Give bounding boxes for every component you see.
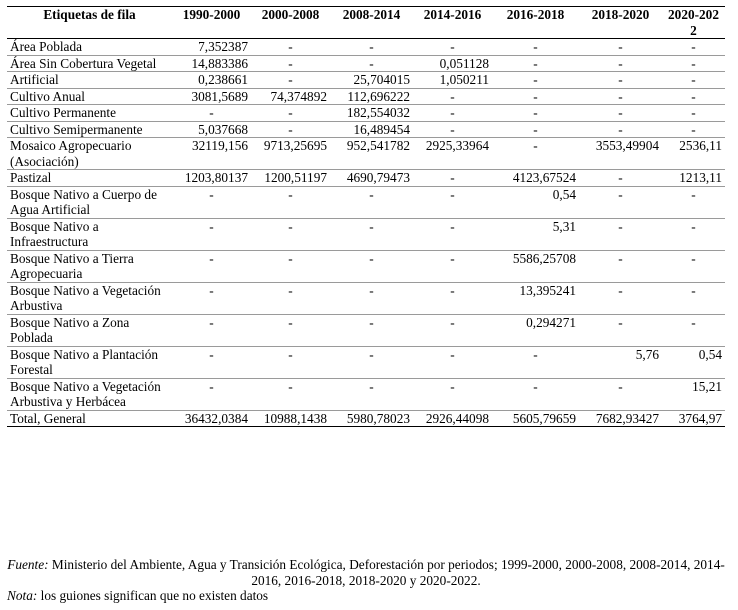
table-cell: -: [330, 218, 413, 250]
table-cell: -: [492, 378, 579, 410]
deforestation-table: [7, 6, 725, 427]
table-cell: -: [492, 121, 579, 138]
table-cell: 2536,11: [662, 138, 725, 170]
table-cell: 0,051128: [413, 55, 492, 72]
table-row: [7, 121, 725, 138]
table-cell: 36432,0384: [172, 410, 251, 427]
row-label: Cultivo Permanente: [7, 105, 172, 122]
table-cell: 5,31: [492, 218, 579, 250]
row-label: Cultivo Anual: [7, 88, 172, 105]
table-row: [7, 88, 725, 105]
table-cell: -: [330, 378, 413, 410]
table-cell: -: [251, 105, 330, 122]
table-cell: -: [251, 121, 330, 138]
table-cell: -: [251, 378, 330, 410]
row-label: Bosque Nativo a Infraestructura: [7, 218, 172, 250]
table-cell: 1203,80137: [172, 170, 251, 187]
table-cell: -: [662, 282, 725, 314]
row-label: Mosaico Agropecuario (Asociación): [7, 138, 172, 170]
table-cell: -: [413, 218, 492, 250]
row-label: Bosque Nativo a Cuerpo de Agua Artificial: [7, 186, 172, 218]
table-cell: 0,54: [492, 186, 579, 218]
table-cell: -: [662, 250, 725, 282]
table-cell: 1200,51197: [251, 170, 330, 187]
table-cell: -: [330, 39, 413, 56]
table-cell: 2925,33964: [413, 138, 492, 170]
table-cell: -: [172, 218, 251, 250]
table-row: [7, 282, 725, 314]
table-cell: -: [579, 250, 662, 282]
row-label: Cultivo Semipermanente: [7, 121, 172, 138]
table-cell: 1213,11: [662, 170, 725, 187]
total-row: [7, 410, 725, 427]
table-cell: -: [662, 88, 725, 105]
table-cell: -: [251, 55, 330, 72]
source-text: Ministerio del Ambiente, Agua y Transición Ecológica, Deforestación por periodos; 1999-2000, 2000-2008, 2008-2014, 2014-2016, 2016-2018, 2018-2020 y 2020-2022.: [48, 557, 725, 588]
table-cell: 7682,93427: [579, 410, 662, 427]
table-cell: -: [662, 186, 725, 218]
table-cell: -: [579, 282, 662, 314]
table-cell: 15,21: [662, 378, 725, 410]
table-cell: 1,050211: [413, 72, 492, 89]
table-cell: -: [251, 346, 330, 378]
table-cell: 5980,78023: [330, 410, 413, 427]
header-period: 2020-2022: [662, 7, 725, 39]
table-cell: -: [251, 314, 330, 346]
header-row: [7, 7, 725, 39]
table-cell: -: [330, 250, 413, 282]
dash-note: [7, 588, 725, 604]
table-cell: 0,54: [662, 346, 725, 378]
table-cell: -: [413, 250, 492, 282]
table-cell: -: [579, 72, 662, 89]
table-cell: 7,352387: [172, 39, 251, 56]
table-cell: -: [662, 218, 725, 250]
source-note: [7, 557, 725, 588]
table-cell: -: [413, 314, 492, 346]
row-label: Bosque Nativo a Zona Poblada: [7, 314, 172, 346]
table-cell: -: [492, 105, 579, 122]
table-cell: -: [413, 88, 492, 105]
table-cell: -: [413, 39, 492, 56]
note-label: Nota:: [7, 588, 38, 603]
row-label: Área Sin Cobertura Vegetal: [7, 55, 172, 72]
table-cell: -: [579, 218, 662, 250]
table-cell: -: [579, 105, 662, 122]
table-cell: -: [492, 55, 579, 72]
table-cell: -: [330, 314, 413, 346]
table-cell: -: [172, 282, 251, 314]
table-cell: -: [579, 170, 662, 187]
table-cell: -: [579, 378, 662, 410]
table-cell: -: [662, 39, 725, 56]
header-period: 1990-2000: [172, 7, 251, 39]
table-cell: -: [172, 314, 251, 346]
table-cell: 4123,67524: [492, 170, 579, 187]
row-label: Pastizal: [7, 170, 172, 187]
table-cell: -: [413, 105, 492, 122]
table-row: [7, 39, 725, 56]
table-cell: -: [492, 88, 579, 105]
table-cell: 182,554032: [330, 105, 413, 122]
table-cell: -: [251, 218, 330, 250]
note-text: los guiones significan que no existen datos: [37, 588, 269, 603]
table-cell: 32119,156: [172, 138, 251, 170]
table-cell: 112,696222: [330, 88, 413, 105]
table-cell: 952,541782: [330, 138, 413, 170]
table-row: [7, 250, 725, 282]
table-cell: -: [172, 378, 251, 410]
row-label: Bosque Nativo a Tierra Agropecuaria: [7, 250, 172, 282]
table-cell: -: [172, 250, 251, 282]
table-body: [7, 39, 725, 427]
table-cell: -: [413, 282, 492, 314]
row-label: Área Poblada: [7, 39, 172, 56]
table-cell: -: [492, 138, 579, 170]
table-cell: 9713,25695: [251, 138, 330, 170]
table-notes: [7, 557, 725, 604]
row-label: Bosque Nativo a Vegetación Arbustiva y Herbácea: [7, 378, 172, 410]
table-row: [7, 55, 725, 72]
table-cell: 16,489454: [330, 121, 413, 138]
header-period: 2016-2018: [492, 7, 579, 39]
header-row-labels: Etiquetas de fila: [7, 7, 172, 39]
table-cell: -: [579, 314, 662, 346]
table-cell: -: [413, 121, 492, 138]
table-row: [7, 186, 725, 218]
table-cell: -: [579, 88, 662, 105]
table-cell: 5,76: [579, 346, 662, 378]
header-period: 2008-2014: [330, 7, 413, 39]
table-cell: -: [579, 55, 662, 72]
table-cell: 5,037668: [172, 121, 251, 138]
table-row: [7, 346, 725, 378]
table-cell: 3553,49904: [579, 138, 662, 170]
header-period: 2014-2016: [413, 7, 492, 39]
row-label: Bosque Nativo a Vegetación Arbustiva: [7, 282, 172, 314]
table-cell: -: [492, 39, 579, 56]
table-cell: -: [251, 186, 330, 218]
table-cell: 25,704015: [330, 72, 413, 89]
table-cell: 4690,79473: [330, 170, 413, 187]
table-cell: -: [579, 39, 662, 56]
row-label: Artificial: [7, 72, 172, 89]
table-cell: -: [251, 72, 330, 89]
table-row: [7, 218, 725, 250]
table-cell: -: [172, 186, 251, 218]
table-row: [7, 138, 725, 170]
table-header: [7, 7, 725, 39]
header-period: 2000-2008: [251, 7, 330, 39]
table-cell: 3081,5689: [172, 88, 251, 105]
table-cell: -: [251, 282, 330, 314]
row-label: Bosque Nativo a Plantación Forestal: [7, 346, 172, 378]
table-cell: -: [172, 346, 251, 378]
table-cell: -: [330, 55, 413, 72]
table-cell: 13,395241: [492, 282, 579, 314]
table-cell: -: [662, 105, 725, 122]
table-cell: 2926,44098: [413, 410, 492, 427]
table-cell: 5605,79659: [492, 410, 579, 427]
table-cell: -: [579, 186, 662, 218]
table-cell: 3764,97: [662, 410, 725, 427]
table-cell: 10988,1438: [251, 410, 330, 427]
table-cell: 0,238661: [172, 72, 251, 89]
table-cell: -: [662, 314, 725, 346]
table-cell: -: [413, 186, 492, 218]
table-row: [7, 314, 725, 346]
table-cell: -: [251, 250, 330, 282]
table-cell: -: [413, 170, 492, 187]
table-row: [7, 72, 725, 89]
table-cell: -: [662, 121, 725, 138]
table-cell: -: [330, 186, 413, 218]
table-cell: 74,374892: [251, 88, 330, 105]
table-row: [7, 105, 725, 122]
table-cell: 14,883386: [172, 55, 251, 72]
table-row: [7, 170, 725, 187]
table-cell: 5586,25708: [492, 250, 579, 282]
source-label: Fuente:: [7, 557, 49, 572]
table-cell: -: [662, 72, 725, 89]
table-cell: -: [662, 55, 725, 72]
table-cell: -: [492, 72, 579, 89]
table-cell: -: [492, 346, 579, 378]
table-cell: -: [579, 121, 662, 138]
header-period: 2018-2020: [579, 7, 662, 39]
table-cell: -: [251, 39, 330, 56]
table-cell: -: [172, 105, 251, 122]
table-cell: -: [330, 282, 413, 314]
table-cell: -: [413, 378, 492, 410]
table-cell: -: [413, 346, 492, 378]
table-cell: -: [330, 346, 413, 378]
table-row: [7, 378, 725, 410]
table-cell: 0,294271: [492, 314, 579, 346]
row-label: Total, General: [7, 410, 172, 427]
